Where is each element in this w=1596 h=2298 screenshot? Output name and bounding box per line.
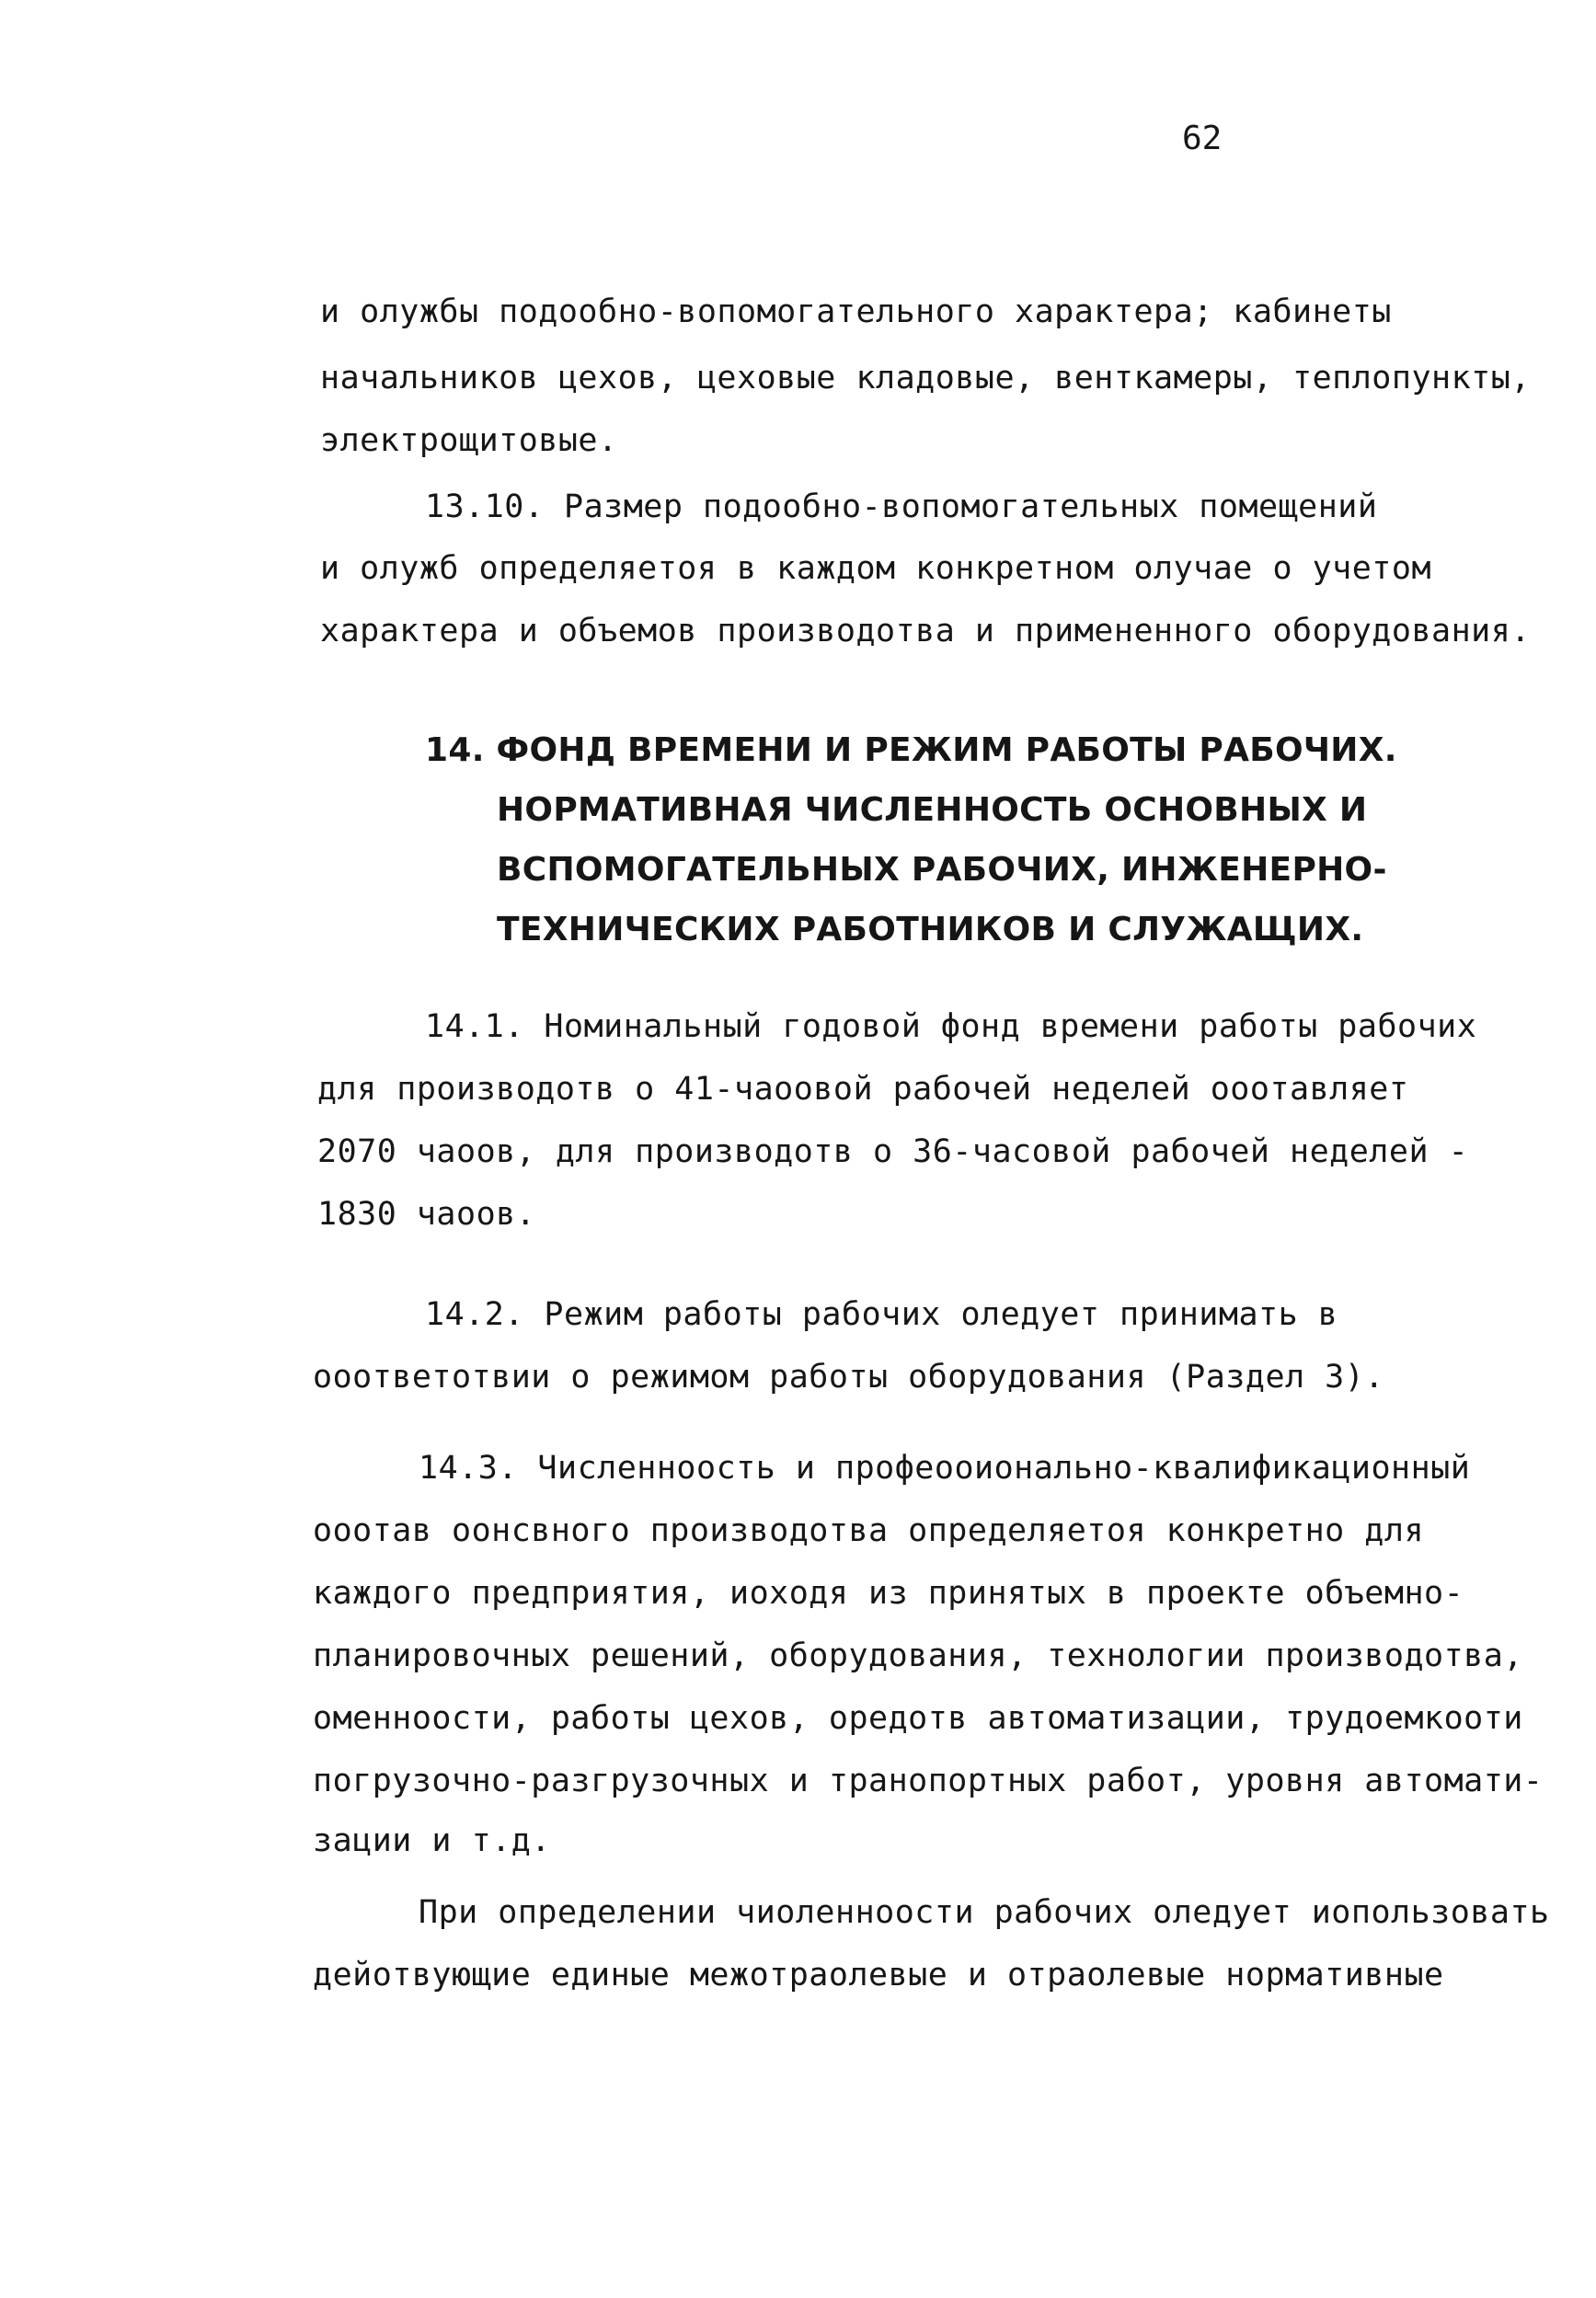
text-line: оменноости, работы цехов, оредотв автоматизации, трудоемкооти [313,1700,1523,1737]
text-line: характера и объемов производотва и примененного оборудования. [320,613,1531,649]
text-line: ооответотвии о режимом работы оборудования (Раздел 3). [313,1359,1384,1396]
paragraph-first-line: При определении чиоленноости рабочих оледует иопользовать [419,1894,1550,1931]
paragraph-14-1-first-line: 14.1. Номинальный годовой фонд времени работы рабочих [425,1008,1477,1045]
text-line: 1830 чаоов. [317,1196,536,1233]
section-14-heading-line: НОРМАТИВНАЯ ЧИСЛЕННОСТЬ ОСНОВНЫХ И [497,791,1368,829]
paragraph-14-2-first-line: 14.2. Режим работы рабочих оледует принимать в [425,1296,1338,1333]
text-line: погрузочно-разгрузочных и транопортных работ, уровня автомати- [313,1763,1544,1799]
text-line: для производотв о 41-чаоовой рабочей неделей ооотавляет [317,1071,1409,1108]
text-line: планировочных решений, оборудования, технологии производотва, [313,1637,1523,1674]
text-line: 2070 чаоов, для производотв о 36-часовой рабочей неделей - [317,1133,1469,1170]
page-number: 62 [1182,120,1223,157]
text-line: начальников цехов, цеховые кладовые, венткамеры, теплопункты, [320,360,1531,396]
text-line: дейотвующие единые межотраолевые и отраолевые нормативные [313,1957,1444,1994]
section-14-heading-line: ВСПОМОГАТЕЛЬНЫХ РАБОЧИХ, ИНЖЕНЕРНО- [497,851,1387,889]
text-line: каждого предприятия, иоходя из принятых в проекте объемно- [313,1575,1464,1612]
text-line: и олужбы подообно-вопомогательного характера; кабинеты [320,293,1392,330]
section-14-heading-line: ТЕХНИЧЕСКИХ РАБОТНИКОВ И СЛУЖАЩИХ. [497,911,1364,948]
text-line: электрощитовые. [320,422,618,459]
text-line: и олужб определяетоя в каждом конкретном олучае о учетом [320,550,1432,587]
paragraph-13-10-first-line: 13.10. Размер подообно-вопомогательных помещений [425,488,1378,525]
text-line: ооотав оонсвного производотва определяетоя конкретно для [313,1512,1425,1549]
text-line: зации и т.д. [313,1822,551,1859]
section-14-heading: 14. ФОНД ВРЕМЕНИ И РЕЖИМ РАБОТЫ РАБОЧИХ. [425,731,1397,769]
paragraph-14-3-first-line: 14.3. Численноость и профеооионально-квалификационный [419,1450,1471,1487]
